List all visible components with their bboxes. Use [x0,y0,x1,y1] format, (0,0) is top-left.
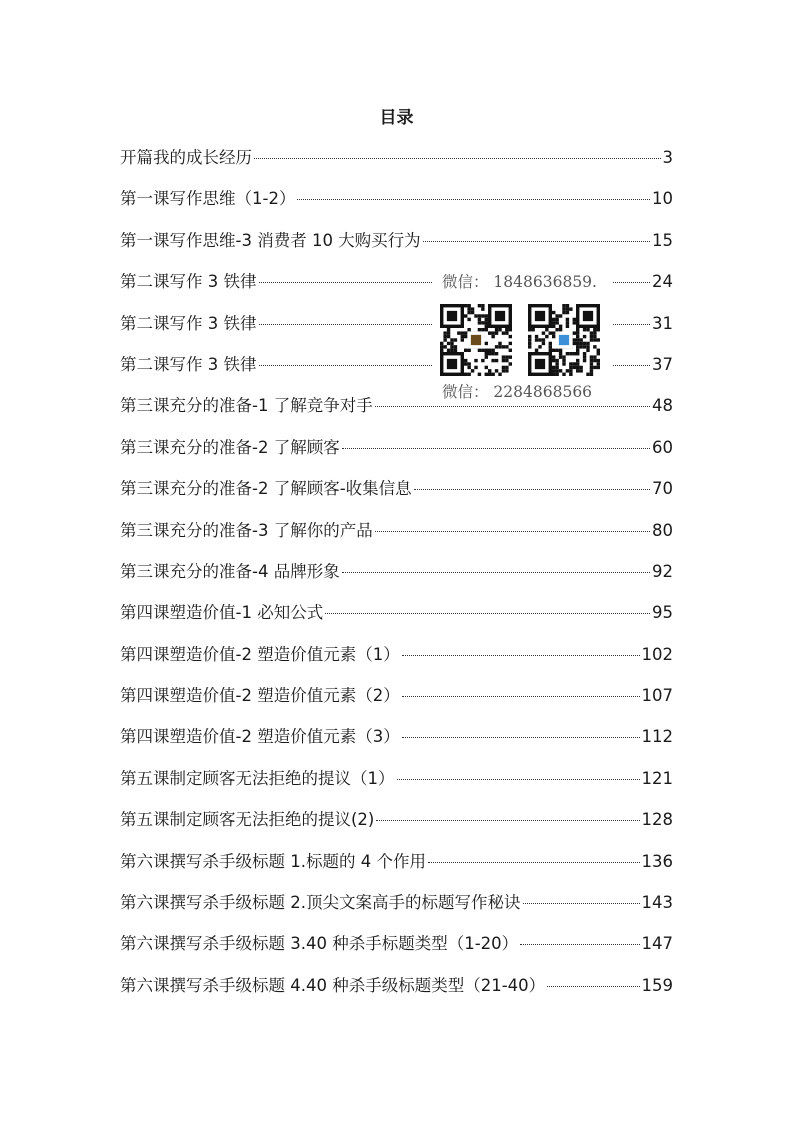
toc-entry[interactable] [120,891,673,932]
toc-page-number: 128 [641,810,673,830]
toc-page-number: 143 [641,893,673,913]
toc-page-number: 31 [652,313,673,333]
toc-entry-label: 第四课塑造价值-2 塑造价值元素（3） [120,727,400,747]
toc-page-number: 3 [662,148,673,167]
toc-entry-label: 第五课制定顾客无法拒绝的提议(2) [120,810,375,830]
toc-dot-leader [254,158,661,159]
toc-page-number: 60 [652,437,673,457]
toc-dot-leader [342,572,650,573]
toc-dot-leader [297,199,650,200]
toc-entry[interactable] [120,477,673,518]
toc-dot-leader [402,696,640,697]
toc-entry[interactable] [120,560,673,601]
toc-page-number: 37 [652,354,673,374]
toc-entry-label: 第四课塑造价值-1 必知公式 [120,603,324,623]
toc-page-number: 107 [641,686,673,706]
toc-dot-leader [375,406,650,407]
toc-entry-label: 第三课充分的准备-1 了解竞争对手 [120,396,373,416]
toc-page-number: 10 [652,189,673,209]
toc-dot-leader [342,448,650,449]
toc-page-number: 15 [652,230,673,250]
toc-page-number: 112 [641,727,673,747]
toc-dot-leader [402,737,640,738]
toc-entry[interactable] [120,974,673,1015]
toc-page-number: 80 [652,520,673,540]
toc-page-number: 121 [641,768,673,788]
toc-entry[interactable] [120,808,673,849]
toc-entry-label: 第一课写作思维-3 消费者 10 大购买行为 [120,230,421,250]
toc-entry[interactable] [120,643,673,684]
toc-entry[interactable] [120,187,673,228]
toc-page-number: 24 [652,272,673,292]
toc-page-number: 92 [652,561,673,581]
toc-dot-leader [547,986,639,987]
toc-entry[interactable] [120,601,673,642]
toc-entry-label: 第五课制定顾客无法拒绝的提议（1） [120,768,395,788]
toc-entry-label: 第一课写作思维（1-2） [120,189,296,209]
toc-entry-label: 第三课充分的准备-4 品牌形象 [120,561,340,581]
toc-entry[interactable] [120,146,673,187]
toc-dot-leader [520,944,639,945]
toc-entry-label: 第二课写作 3 铁律 [120,354,257,374]
wechat-id-top: 微信： 1848636859. [442,273,597,291]
wechat-watermark [432,266,612,406]
toc-entry-label: 开篇我的成长经历 [120,148,252,167]
qr-code-icon [528,304,600,376]
toc-dot-leader [402,655,640,656]
toc-page-number: 159 [641,975,673,995]
toc-dot-leader [325,613,650,614]
toc-entry-label: 第六课撰写杀手级标题 4.40 种杀手级标题类型（21-40） [120,975,546,995]
toc-dot-leader [423,241,650,242]
toc-page-number: 102 [641,644,673,664]
toc-entry[interactable] [120,850,673,891]
toc-entry[interactable] [120,519,673,560]
wechat-id-bottom: 微信： 2284868566 [442,383,593,401]
toc-dot-leader [375,531,650,532]
toc-entry[interactable] [120,767,673,808]
toc-page-number: 70 [652,479,673,499]
toc-page-number: 136 [641,851,673,871]
toc-dot-leader [414,489,650,490]
toc-entry-label: 第三课充分的准备-2 了解顾客 [120,437,340,457]
toc-entry-label: 第六课撰写杀手级标题 1.标题的 4 个作用 [120,851,426,871]
toc-entry[interactable] [120,932,673,973]
toc-entry[interactable] [120,725,673,766]
toc-entry-label: 第四课塑造价值-2 塑造价值元素（2） [120,686,400,706]
toc-dot-leader [397,779,640,780]
toc-entry-label: 第三课充分的准备-2 了解顾客-收集信息 [120,479,412,499]
toc-entry-label: 第三课充分的准备-3 了解你的产品 [120,520,373,540]
toc-entry-label: 第二课写作 3 铁律 [120,313,257,333]
toc-entry[interactable] [120,229,673,270]
toc-page-number: 48 [652,396,673,416]
toc-entry-label: 第二课写作 3 铁律 [120,272,257,292]
page-title: 目录 [379,108,414,128]
toc-dot-leader [376,820,639,821]
toc-entry[interactable] [120,436,673,477]
toc-page-number: 147 [641,934,673,954]
toc-page-number: 95 [652,603,673,623]
qr-code-icon [440,304,512,376]
toc-entry[interactable] [120,684,673,725]
toc-entry-label: 第六课撰写杀手级标题 2.顶尖文案高手的标题写作秘诀 [120,893,521,913]
toc-entry-label: 第四课塑造价值-2 塑造价值元素（1） [120,644,400,664]
toc-entry-label: 第六课撰写杀手级标题 3.40 种杀手标题类型（1-20） [120,934,519,954]
toc-dot-leader [523,903,640,904]
toc-dot-leader [428,862,640,863]
